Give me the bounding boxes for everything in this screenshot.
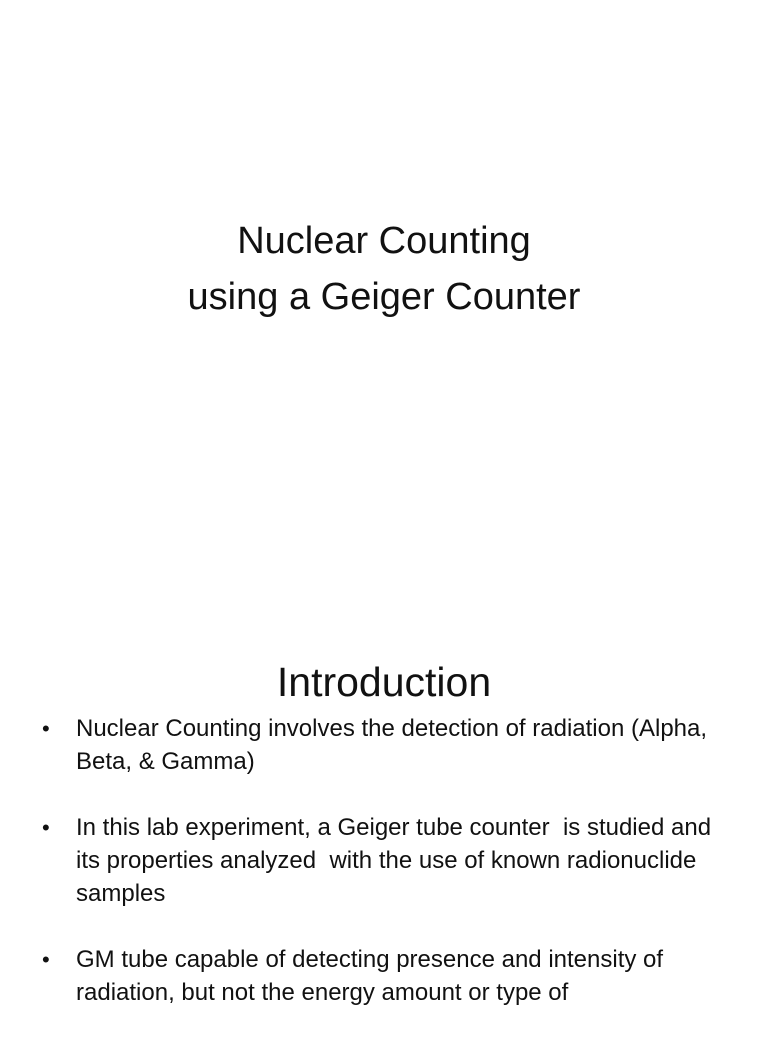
introduction-slide: [0, 576, 768, 1024]
bullet-marker: •: [42, 716, 50, 741]
title-line-2: using a Geiger Counter: [187, 276, 581, 319]
title-line-1: Nuclear Counting: [237, 220, 531, 263]
bullet-list: [42, 712, 732, 1042]
bullet-marker: •: [42, 947, 50, 972]
bullet-item: [42, 943, 732, 1009]
bullet-text: In this lab experiment, a Geiger tube counter is studied and its properties analyzed with the use of known radionuclide samples: [76, 814, 718, 907]
bullet-item: [42, 712, 732, 778]
bullet-text: GM tube capable of detecting presence and intensity of radiation, but not the energy amount or type of: [76, 946, 670, 1006]
bullet-marker: •: [42, 815, 50, 840]
bullet-item: [42, 811, 732, 910]
slide-title: [0, 213, 768, 325]
bullet-text: Nuclear Counting involves the detection of radiation (Alpha, Beta, & Gamma): [76, 715, 714, 775]
introduction-heading: Introduction: [276, 659, 492, 706]
